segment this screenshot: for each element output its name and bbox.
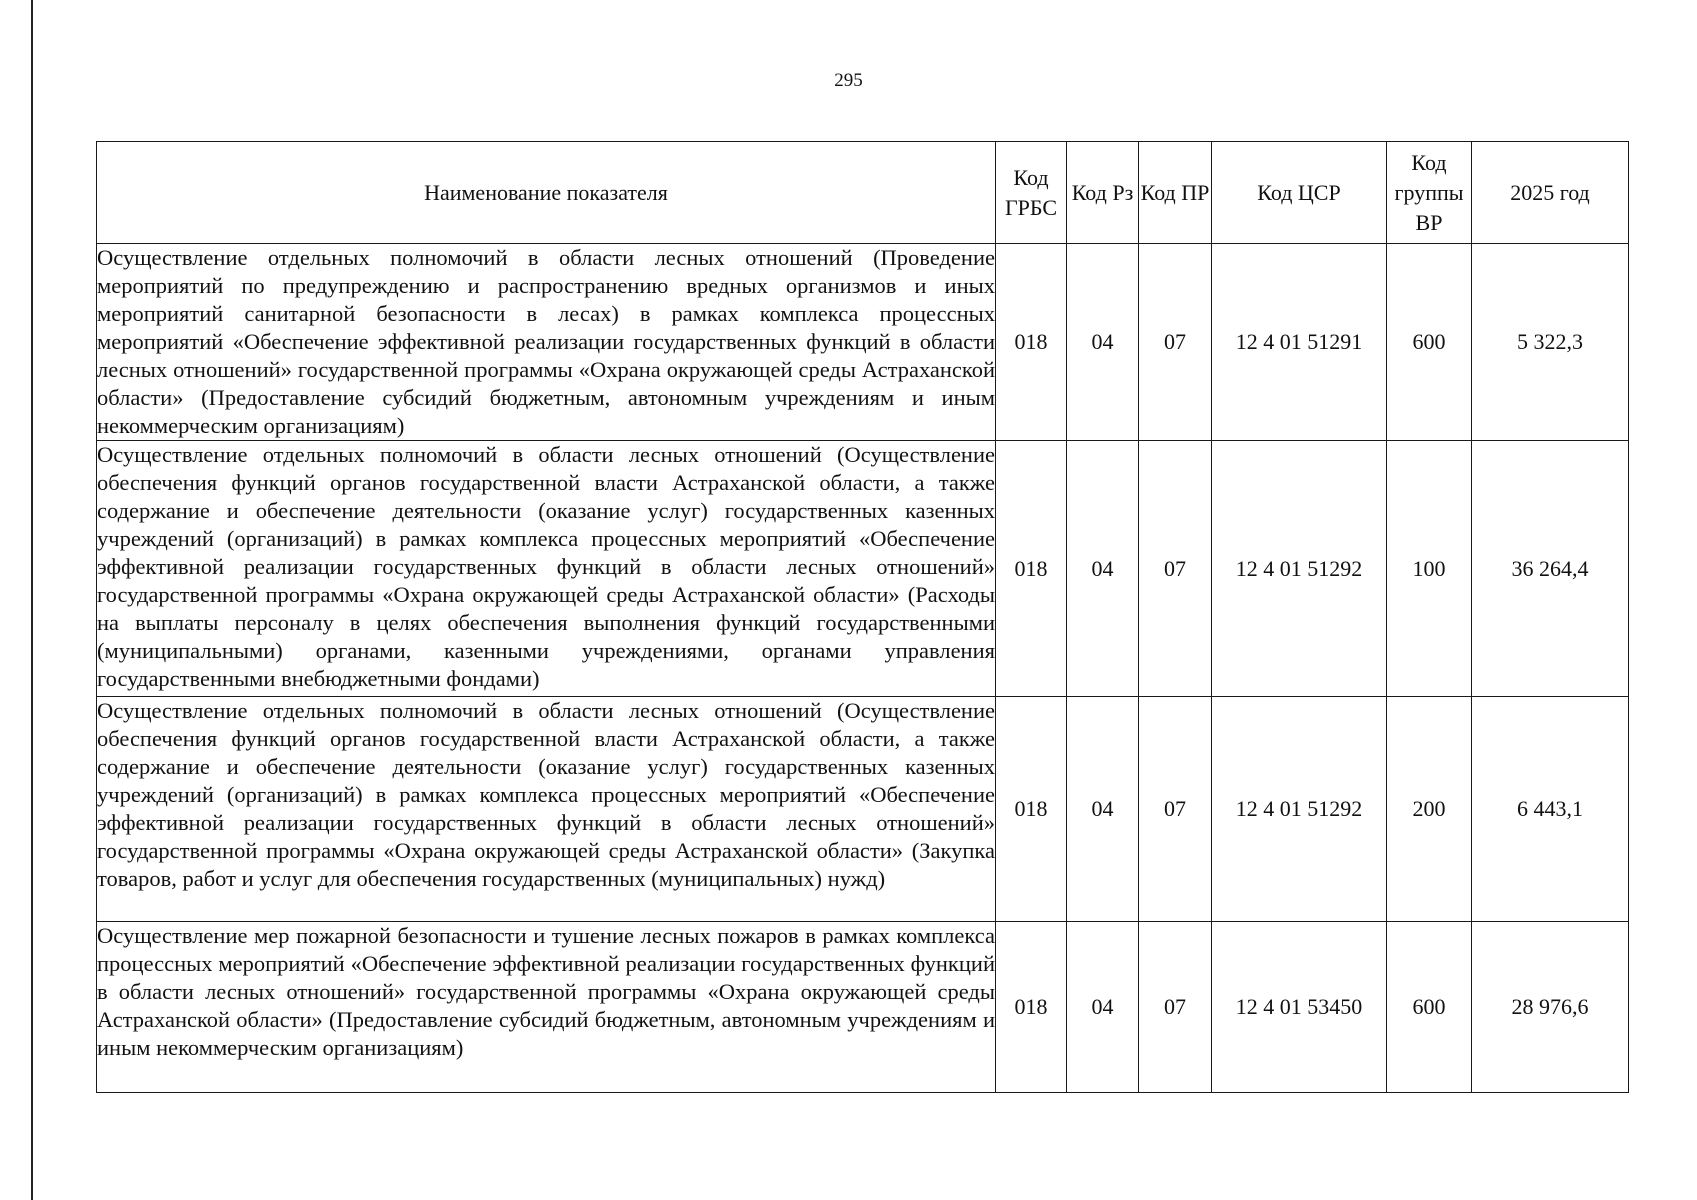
header-rz-code: Код Рз [1067,142,1139,244]
table-row [97,441,1629,697]
table-row [97,922,1629,1093]
pr-cell: 07 [1139,697,1212,922]
header-indicator-name: Наименование показателя [97,142,996,244]
table-row [97,244,1629,441]
amount-cell: 5 322,3 [1472,244,1629,441]
amount-cell: 6 443,1 [1472,697,1629,922]
rz-cell: 04 [1067,441,1139,697]
vr-cell: 600 [1387,244,1472,441]
pr-cell: 07 [1139,922,1212,1093]
rz-cell: 04 [1067,697,1139,922]
table-row [97,697,1629,922]
csr-cell: 12 4 01 51292 [1212,697,1387,922]
grbs-cell: 018 [996,441,1067,697]
pr-cell: 07 [1139,441,1212,697]
header-vr-group-code: Код группы ВР [1387,142,1472,244]
indicator-name-cell: Осуществление мер пожарной безопасности и тушение лесных пожаров в рамках комплекса процессных мероприятий «Обеспечение эффективной реализации государственных функций в области лесных отношений» государственной программы «Охрана окружающей среды Астраханской области» (Предоставление субсидий бюджетным, автономным учреждениям и иным некоммерческим организациям) [97,922,996,1093]
amount-cell: 28 976,6 [1472,922,1629,1093]
vr-cell: 100 [1387,441,1472,697]
header-pr-code: Код ПР [1139,142,1212,244]
indicator-name-cell: Осуществление отдельных полномочий в области лесных отношений (Проведение мероприятий по предупреждению и распространению вредных организмов и иных мероприятий санитарной безопасности в лесах) в рамках комплекса процессных мероприятий «Обеспечение эффективной реализации государственных функций в области лесных отношений» государственной программы «Охрана окружающей среды Астраханской области» (Предоставление субсидий бюджетным, автономным учреждениям и иным некоммерческим организациям) [97,244,996,441]
page-number: 295 [834,70,863,91]
amount-cell: 36 264,4 [1472,441,1629,697]
csr-cell: 12 4 01 51292 [1212,441,1387,697]
indicator-name-cell: Осуществление отдельных полномочий в области лесных отношений (Осуществление обеспечения функций органов государственной власти Астраханской области, а также содержание и обеспечение деятельности (оказание услуг) государственных казенных учреждений (организаций) в рамках комплекса процессных мероприятий «Обеспечение эффективной реализации государственных функций в области лесных отношений» государственной программы «Охрана окружающей среды Астраханской области» (Закупка товаров, работ и услуг для обеспечения государственных (муниципальных) нужд) [97,697,996,922]
csr-cell: 12 4 01 51291 [1212,244,1387,441]
grbs-cell: 018 [996,697,1067,922]
table-header-row [97,142,1629,244]
indicator-name-cell: Осуществление отдельных полномочий в области лесных отношений (Осуществление обеспечения функций органов государственной власти Астраханской области, а также содержание и обеспечение деятельности (оказание услуг) государственных казенных учреждений (организаций) в рамках комплекса процессных мероприятий «Обеспечение эффективной реализации государственных функций в области лесных отношений» государственной программы «Охрана окружающей среды Астраханской области» (Расходы на выплаты персоналу в целях обеспечения выполнения функций государственными (муниципальными) органами, казенными учреждениями, органами управления государственными внебюджетными фондами) [97,441,996,697]
vr-cell: 200 [1387,697,1472,922]
header-csr-code: Код ЦСР [1212,142,1387,244]
csr-cell: 12 4 01 53450 [1212,922,1387,1093]
rz-cell: 04 [1067,922,1139,1093]
budget-table [96,141,1629,1093]
grbs-cell: 018 [996,922,1067,1093]
pr-cell: 07 [1139,244,1212,441]
vr-cell: 600 [1387,922,1472,1093]
binding-margin-line [31,0,33,1200]
header-grbs-code: Код ГРБС [996,142,1067,244]
grbs-cell: 018 [996,244,1067,441]
header-year-2025: 2025 год [1472,142,1629,244]
rz-cell: 04 [1067,244,1139,441]
